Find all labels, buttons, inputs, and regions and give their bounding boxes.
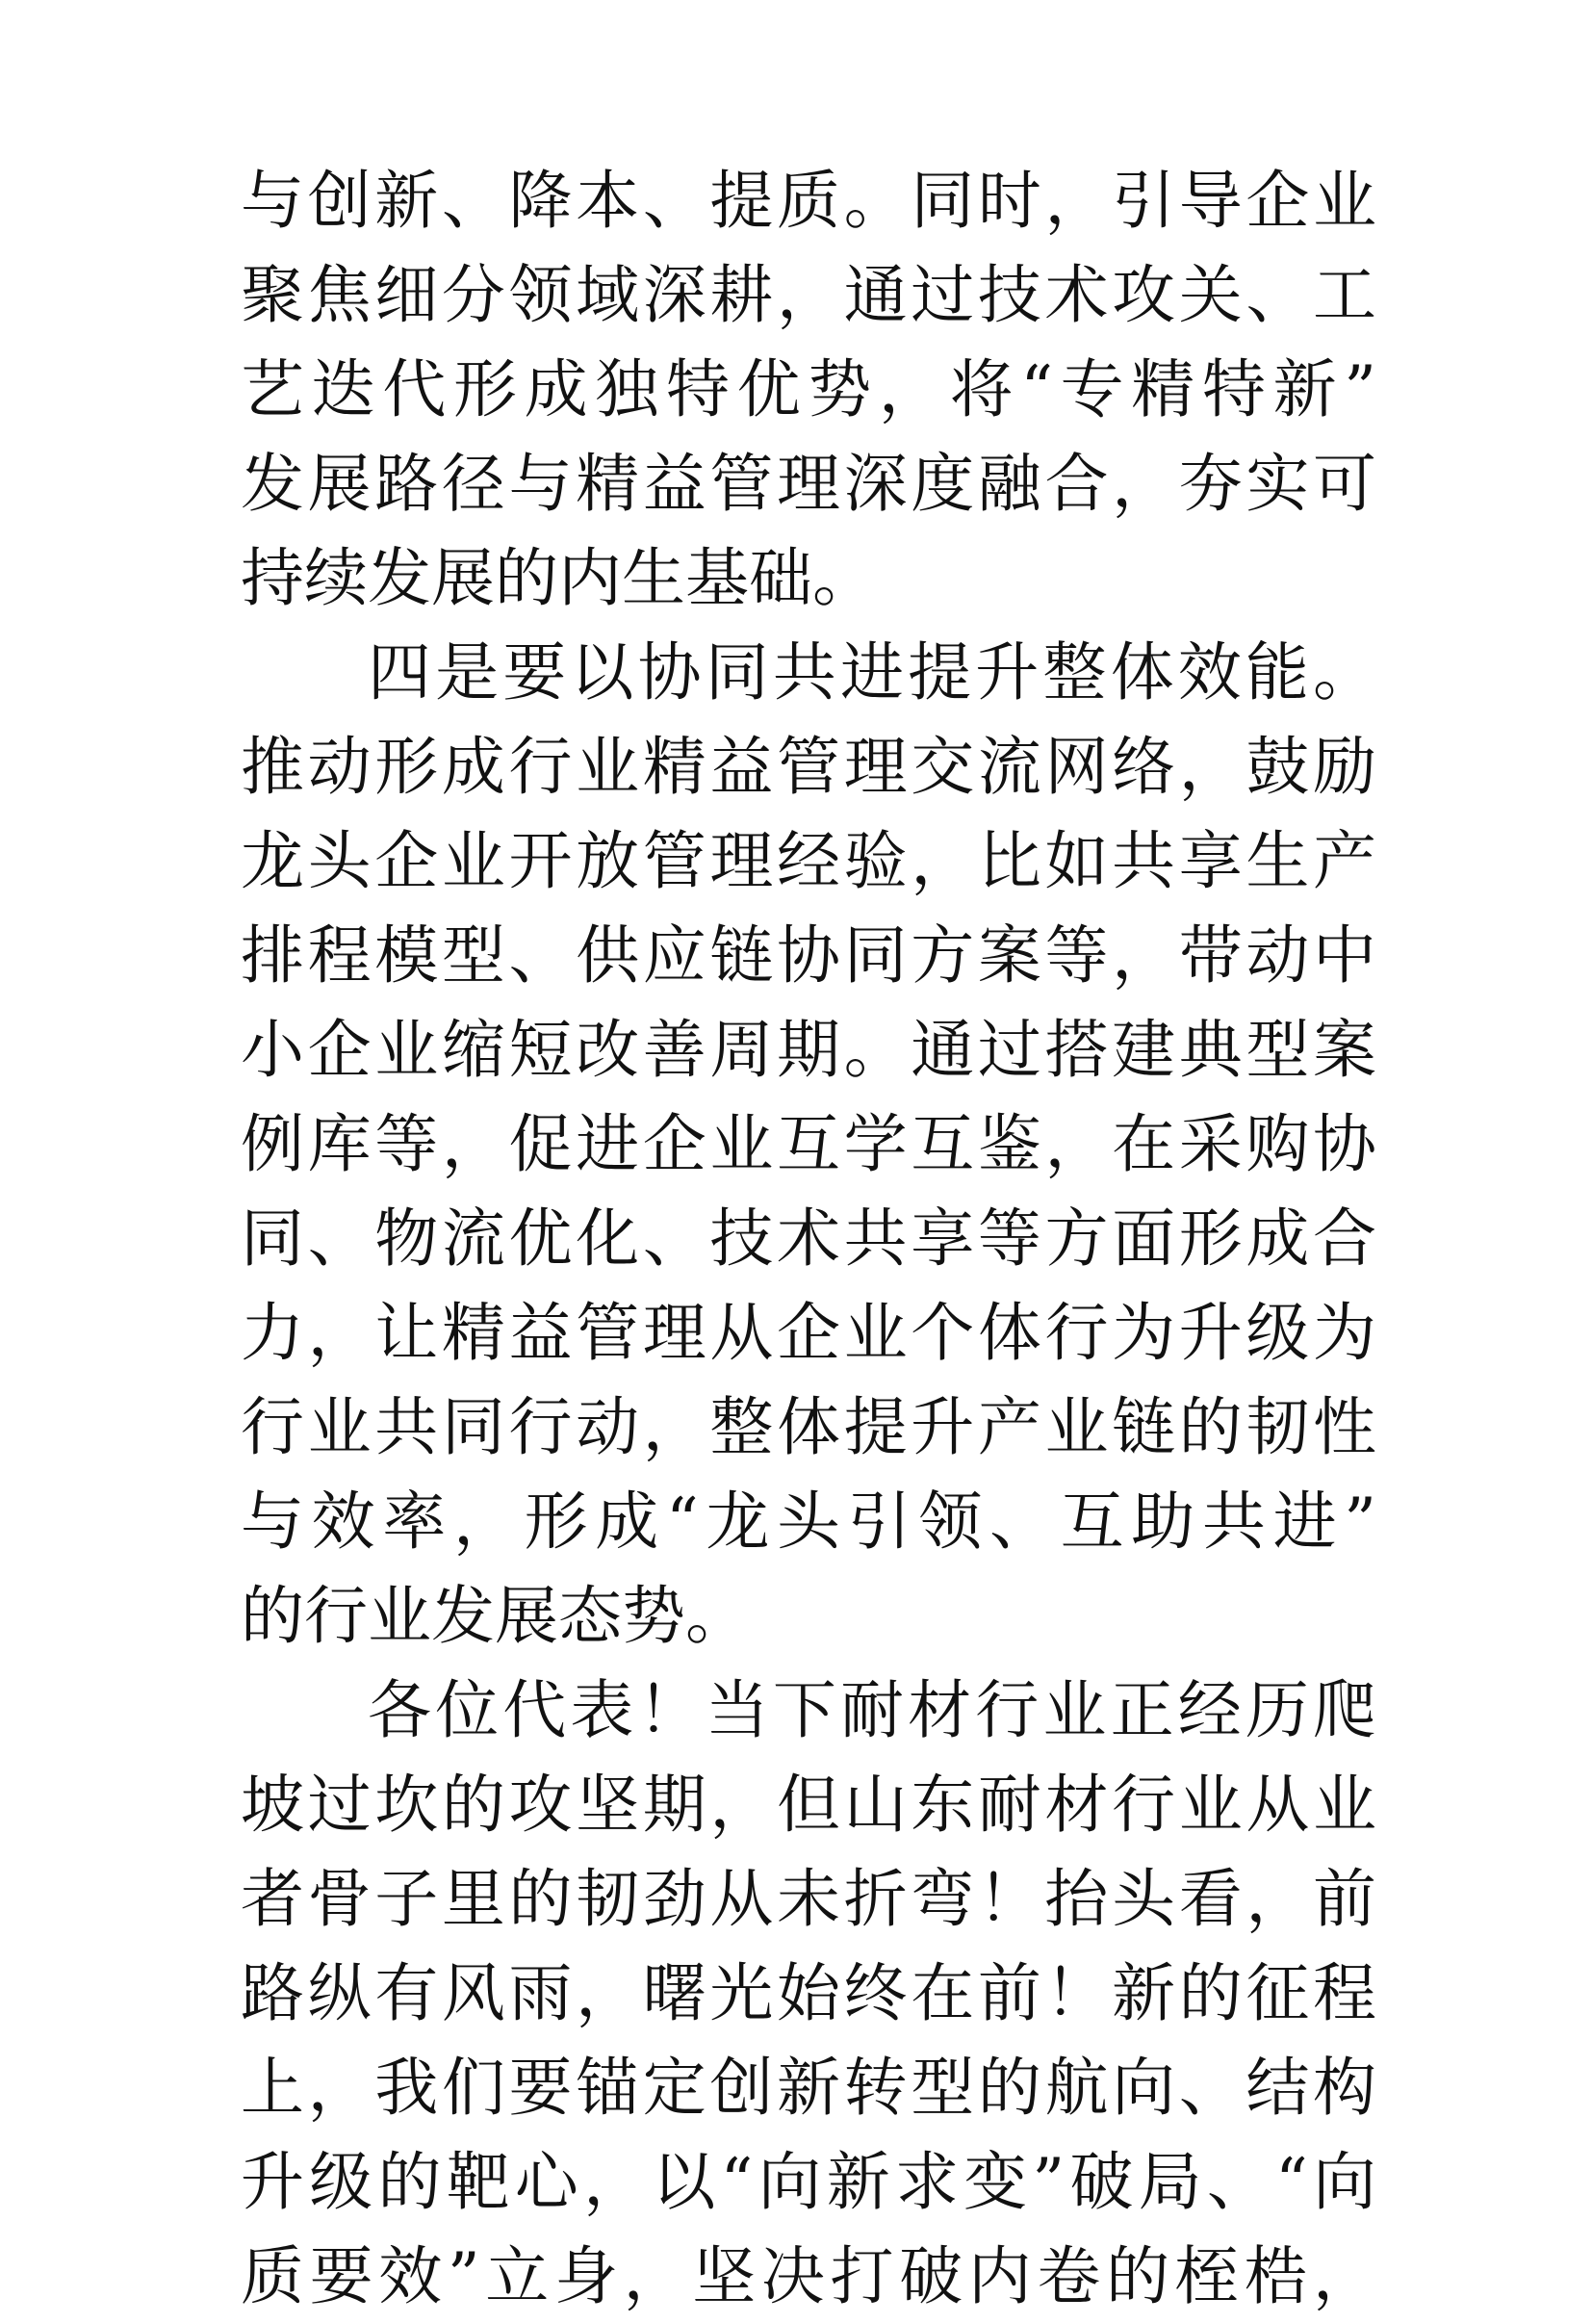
text-line: 质要效”立身，坚决打破内卷的桎梏， xyxy=(241,2239,1376,2313)
text-line: 路纵有风雨，曙光始终在前！新的征程 xyxy=(241,1956,1376,2030)
text-line: 同、物流优化、技术共享等方面形成合 xyxy=(241,1201,1376,1276)
text-line: 的行业发展态势。 xyxy=(241,1579,749,1653)
text-line: 持续发展的内生基础。 xyxy=(241,541,876,615)
text-line: 者骨子里的韧劲从未折弯！抬头看，前 xyxy=(241,1862,1376,1936)
text-line: 升级的靶心，以“向新求变”破局、“向 xyxy=(241,2145,1376,2219)
text-line: 坡过坎的攻坚期，但山东耐材行业从业 xyxy=(241,1768,1376,1842)
text-line: 行业共同行动，整体提升产业链的韧性 xyxy=(241,1390,1376,1464)
text-line: 发展路径与精益管理深度融合，夯实可 xyxy=(241,447,1376,521)
paragraph-first-line: 四是要以协同共进提升整体效能。 xyxy=(368,635,1376,710)
text-line: 上，我们要锚定创新转型的航向、结构 xyxy=(241,2051,1376,2125)
text-line: 推动形成行业精益管理交流网络，鼓励 xyxy=(241,730,1376,804)
text-line: 例库等，促进企业互学互鉴，在采购协 xyxy=(241,1107,1376,1181)
text-line: 龙头企业开放管理经验，比如共享生产 xyxy=(241,824,1376,898)
text-line: 聚焦细分领域深耕，通过技术攻关、工 xyxy=(241,258,1376,332)
text-line: 排程模型、供应链协同方案等，带动中 xyxy=(241,918,1376,993)
text-line: 小企业缩短改善周期。通过搭建典型案 xyxy=(241,1013,1376,1087)
text-line: 与创新、降本、提质。同时，引导企业 xyxy=(241,164,1376,238)
paragraph-first-line: 各位代表！当下耐材行业正经历爬 xyxy=(368,1673,1376,1747)
body-text xyxy=(241,154,1376,2324)
text-line: 艺迭代形成独特优势，将“专精特新” xyxy=(241,352,1376,426)
text-line: 力，让精益管理从企业个体行为升级为 xyxy=(241,1296,1376,1370)
text-line: 与效率，形成“龙头引领、互助共进” xyxy=(241,1485,1376,1559)
